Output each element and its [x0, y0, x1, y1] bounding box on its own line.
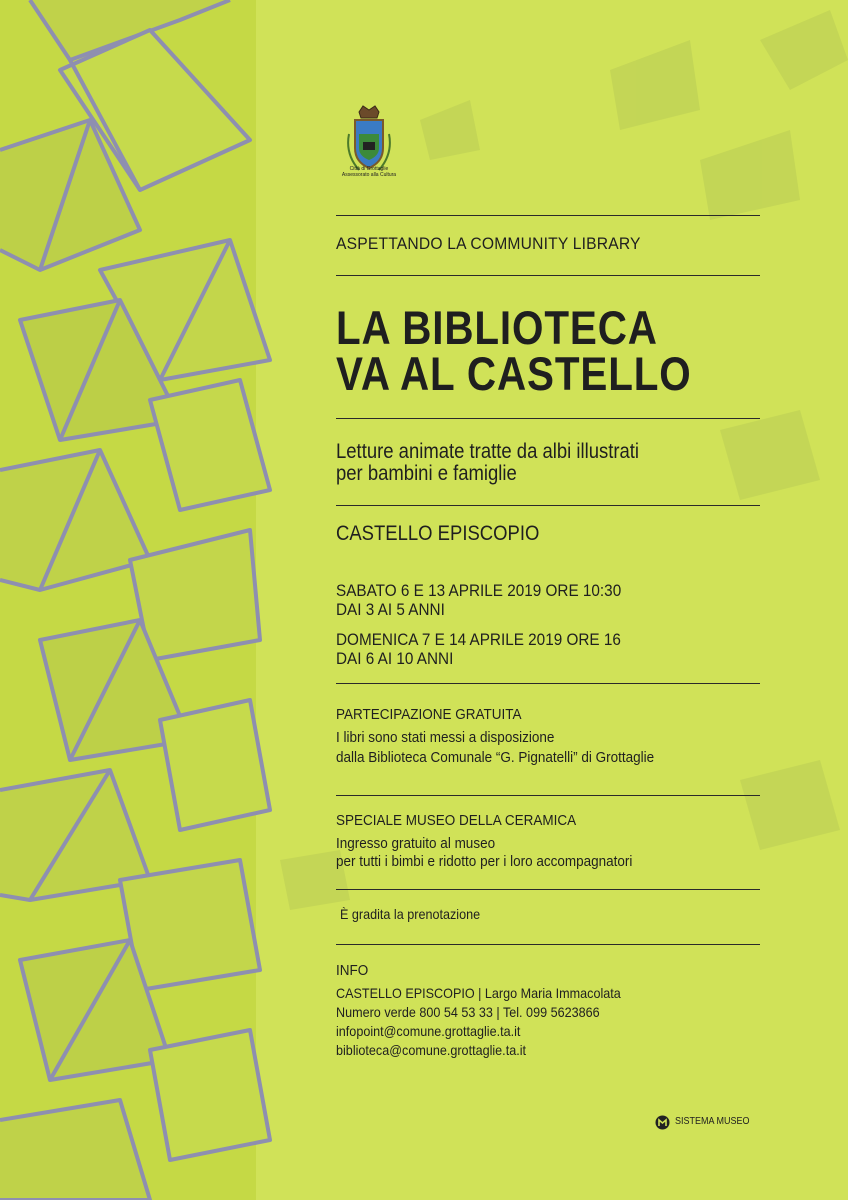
- divider: [336, 505, 760, 506]
- divider: [336, 275, 760, 276]
- sponsor-name: SISTEMA MUSEO: [675, 1116, 750, 1127]
- participation-line-2: dalla Biblioteca Comunale “G. Pignatelli” di Grottaglie: [336, 749, 655, 766]
- info-address: CASTELLO EPISCOPIO | Largo Maria Immacolata: [336, 985, 621, 1001]
- divider: [336, 683, 760, 684]
- date-2-line-2: DAI 6 AI 10 ANNI: [336, 649, 454, 668]
- info-heading: INFO: [336, 962, 369, 979]
- divider: [336, 889, 760, 890]
- info-email-infopoint[interactable]: infopoint@comune.grottaglie.ta.it: [336, 1023, 521, 1039]
- date-2-line-1: DOMENICA 7 E 14 APRILE 2019 ORE 16: [336, 630, 621, 649]
- divider: [336, 944, 760, 945]
- crest-caption-city: Città di Grottaglie: [349, 166, 389, 172]
- title-line-1: LA BIBLIOTECA: [336, 301, 658, 354]
- date-1-line-1: SABATO 6 E 13 APRILE 2019 ORE 10:30: [336, 581, 622, 600]
- kicker: ASPETTANDO LA COMMUNITY LIBRARY: [336, 234, 641, 253]
- venue: CASTELLO EPISCOPIO: [336, 522, 540, 545]
- sistema-museo-logo-icon: [655, 1115, 670, 1130]
- divider: [336, 418, 760, 419]
- booking-note: È gradita la prenotazione: [340, 906, 481, 922]
- museum-line-2: per tutti i bimbi e ridotto per i loro accompagnatori: [336, 853, 633, 870]
- date-1-line-2: DAI 3 AI 5 ANNI: [336, 600, 445, 619]
- title-line-2: VA AL CASTELLO: [336, 347, 692, 400]
- participation-line-1: I libri sono stati messi a disposizione: [336, 729, 555, 746]
- participation-heading: PARTECIPAZIONE GRATUITA: [336, 706, 522, 723]
- info-phones: Numero verde 800 54 53 33 | Tel. 099 5623866: [336, 1004, 600, 1020]
- museum-heading: SPECIALE MUSEO DELLA CERAMICA: [336, 812, 577, 829]
- info-email-library[interactable]: biblioteca@comune.grottaglie.ta.it: [336, 1042, 526, 1058]
- museum-line-1: Ingresso gratuito al museo: [336, 835, 496, 852]
- crest-caption-dept: Assessorato alla Cultura: [341, 172, 397, 178]
- divider: [336, 215, 760, 216]
- subtitle-line-1: Letture animate tratte da albi illustrati: [336, 440, 640, 463]
- subtitle-line-2: per bambini e famiglie: [336, 462, 517, 485]
- divider: [336, 795, 760, 796]
